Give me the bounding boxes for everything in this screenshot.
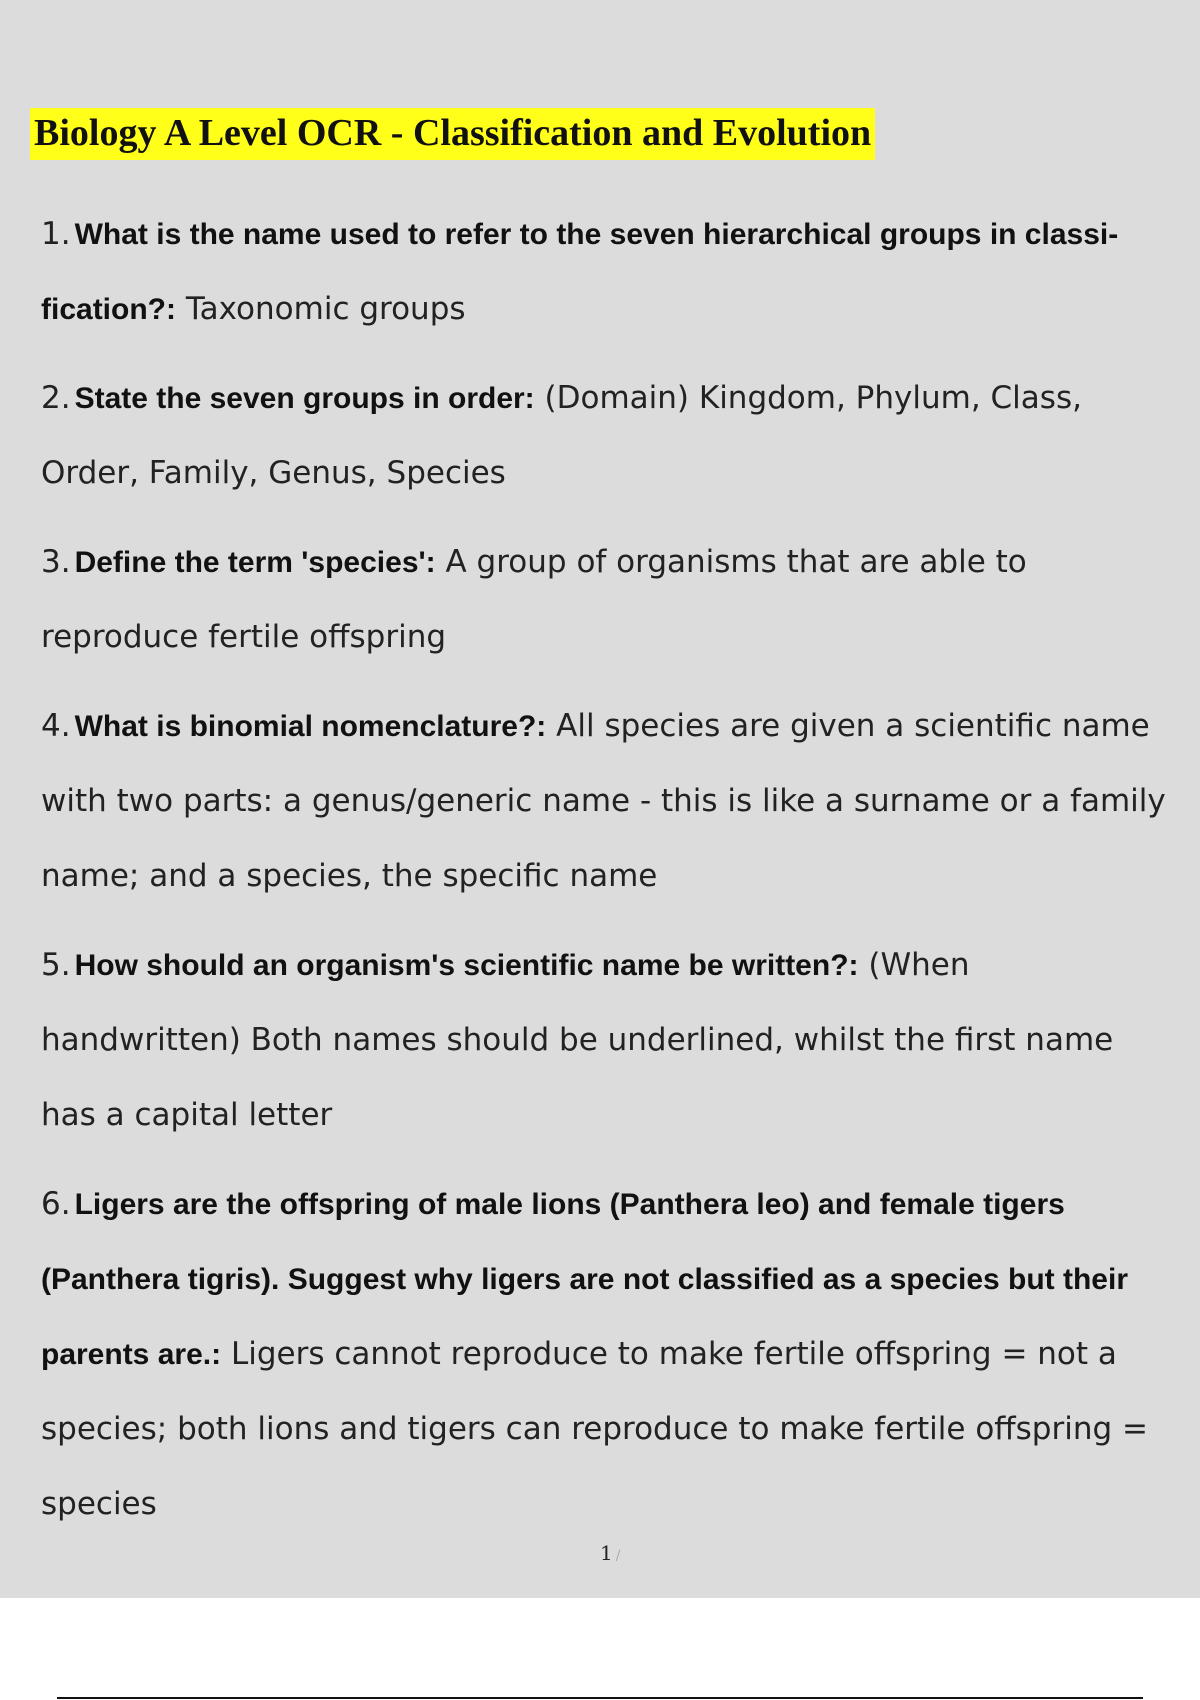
answer-text: A group of organisms that are able to reproduce fertile offspring <box>41 544 1027 655</box>
question-item-2 <box>41 361 1176 511</box>
question-number: 6. <box>41 1186 71 1222</box>
question-item-4 <box>41 689 1176 914</box>
question-number: 4. <box>41 708 71 744</box>
question-item-3 <box>41 525 1176 675</box>
question-list <box>41 197 1176 1556</box>
question-text: What is binomial nomenclature?: <box>74 710 547 743</box>
question-number: 5. <box>41 947 71 983</box>
question-text: What is the name used to refer to the seven hierarchical groups in classi- fication?: <box>41 218 1119 326</box>
question-number: 3. <box>41 544 71 580</box>
answer-text: (When handwritten) Both names should be underlined, whilst the first name has a capital letter <box>41 947 1114 1133</box>
question-item-6 <box>41 1167 1176 1542</box>
question-text: Define the term 'species': <box>74 546 436 579</box>
page-number <box>600 1541 620 1568</box>
question-number: 2. <box>41 380 71 416</box>
answer-text: All species are given a scientific name with two parts: a genus/generic name - this is like a surname or a family name; and a species, the specific name <box>41 708 1166 894</box>
question-text: How should an organism's scientific name be written?: <box>74 949 859 982</box>
question-text: State the seven groups in order: <box>74 382 535 415</box>
page-number-value: 1 <box>600 1541 613 1565</box>
next-page-rule <box>57 1697 1143 1699</box>
question-item-1 <box>41 197 1176 347</box>
document-title: Biology A Level OCR - Classification and Evolution <box>30 108 875 160</box>
answer-text: Taxonomic groups <box>185 291 466 327</box>
question-text: Ligers are the offspring of male lions (Panthera leo) and female tigers (Panthera tigris). Suggest why ligers are not classified as a species but their parents are.: <box>41 1188 1129 1371</box>
page-number-separator: / <box>615 1548 621 1564</box>
answer-text: Ligers cannot reproduce to make fertile offspring = not a species; both lions and tigers can reproduce to make fertile offspring = species <box>41 1336 1148 1522</box>
answer-text: (Domain) Kingdom, Phylum, Class, Order, Family, Genus, Species <box>41 380 1082 491</box>
question-item-5 <box>41 928 1176 1153</box>
question-number: 1. <box>41 216 71 252</box>
